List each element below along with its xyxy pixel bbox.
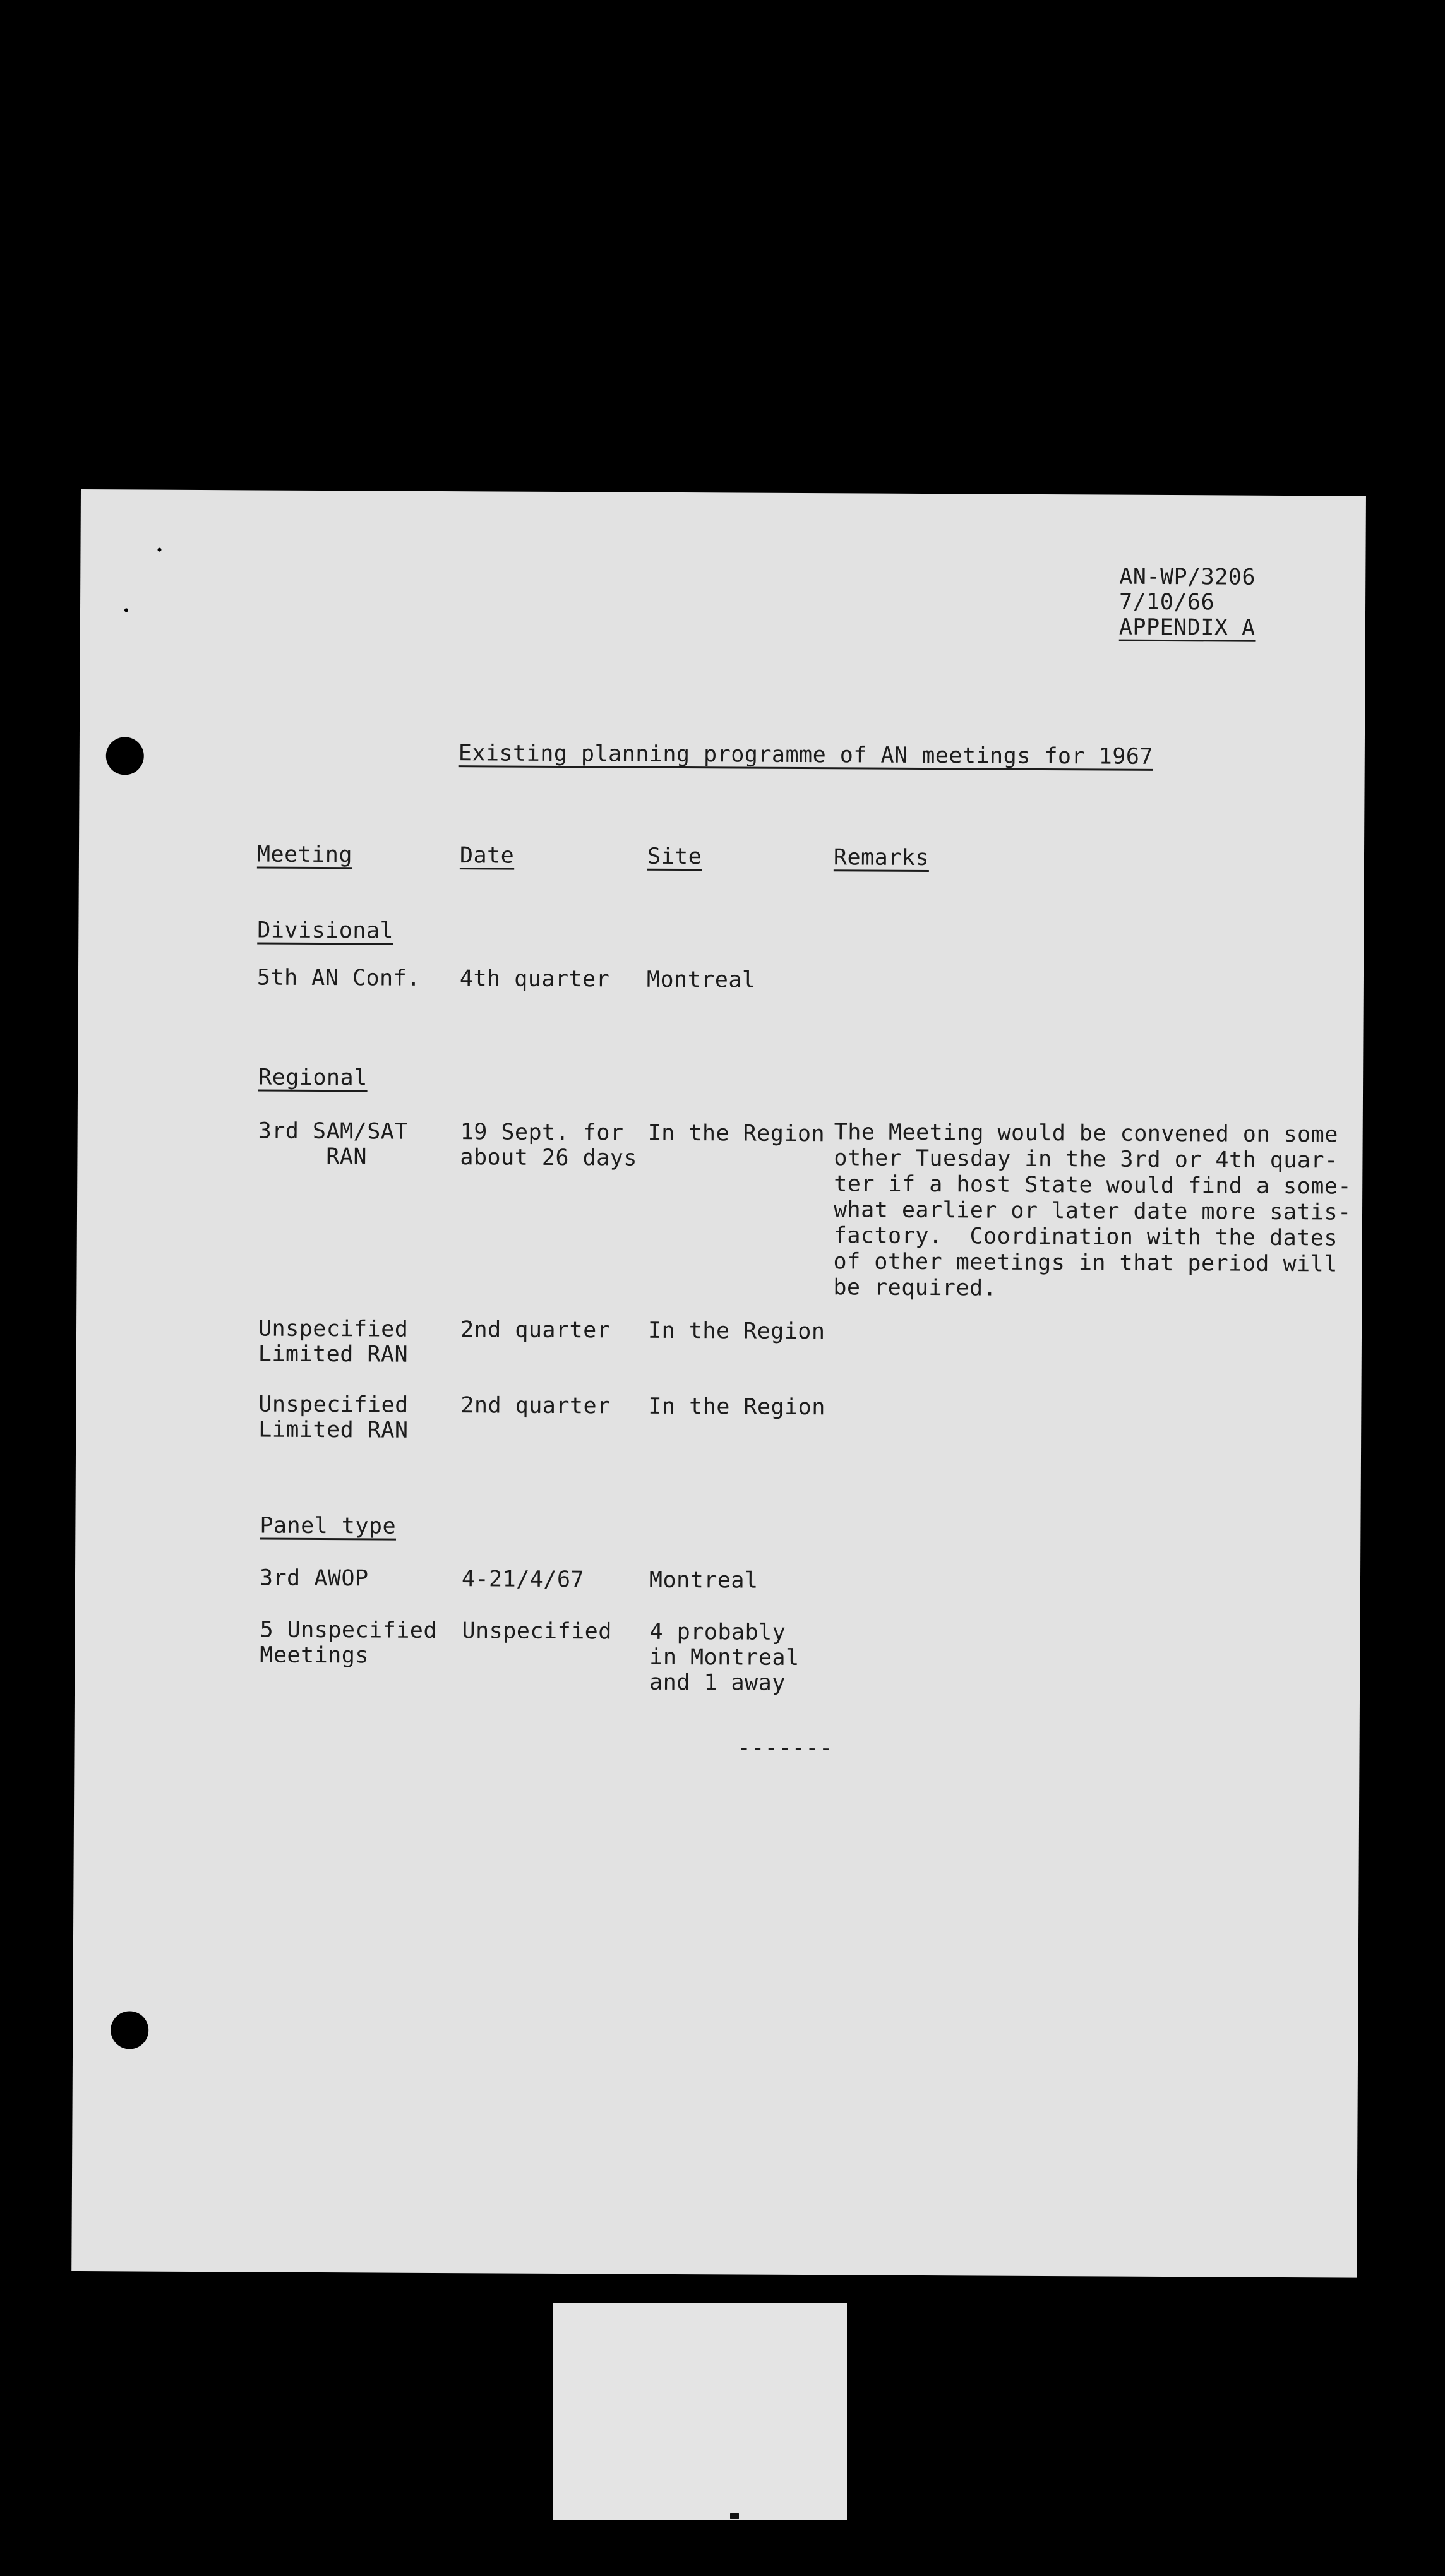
table-cell-meeting: Unspecified Limited RAN [258,1316,409,1368]
speck [157,548,161,552]
column-header-site: Site [647,844,702,870]
table-cell-date: 4-21/4/67 [461,1566,585,1593]
punch-hole-bottom [111,2011,148,2049]
table-cell-date: 2nd quarter [460,1393,611,1419]
speck [124,608,128,612]
section-heading-panel-type: Panel type [260,1513,397,1539]
table-cell-remarks: The Meeting would be convened on some other Tuesday in the 3rd or 4th quar- ter if a host State would find a some- what earlier or later date more satis- factory. Coordination with the dates of other meetings in that period will be required. [833,1119,1352,1301]
column-header-remarks: Remarks [833,845,930,871]
column-header-date: Date [459,843,515,869]
table-cell-meeting: 3rd SAM/SAT RAN [258,1118,409,1170]
table-cell-date: 19 Sept. for about 26 days [460,1119,638,1171]
page-title: Existing planning programme of AN meetings for 1967 [458,741,1154,770]
table-cell-meeting: 3rd AWOP [259,1565,369,1592]
end-marker: ------- [737,1735,833,1762]
section-heading-divisional: Divisional [257,917,394,944]
table-cell-site: Montreal [649,1567,758,1594]
target-card [553,2303,847,2520]
table-cell-meeting: 5 Unspecified Meetings [260,1617,438,1669]
table-cell-meeting: 5th AN Conf. [256,965,421,991]
appendix-label: APPENDIX A [1118,614,1256,641]
card-mark [730,2513,739,2519]
document-page [71,489,1366,2278]
doc-reference: AN-WP/3206 [1119,564,1256,590]
column-header-meeting: Meeting [256,842,353,868]
table-cell-site: In the Region [647,1120,825,1147]
section-heading-regional: Regional [258,1064,368,1091]
doc-date: 7/10/66 [1118,589,1215,616]
table-cell-date: 4th quarter [459,966,610,993]
table-cell-site: In the Region [648,1393,825,1421]
table-cell-date: Unspecified [462,1618,612,1645]
table-cell-date: 2nd quarter [460,1317,611,1344]
punch-hole-top [106,737,144,775]
table-cell-site: 4 probably in Montreal and 1 away [649,1619,800,1696]
table-cell-meeting: Unspecified Limited RAN [258,1392,409,1443]
table-cell-site: Montreal [646,967,756,993]
table-cell-site: In the Region [647,1318,825,1345]
